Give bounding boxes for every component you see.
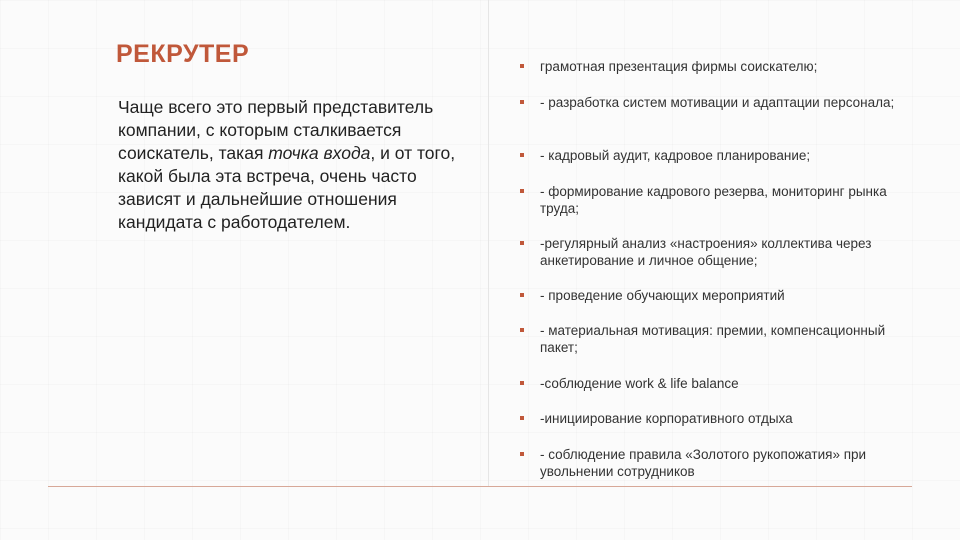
bullet-marker bbox=[520, 100, 524, 104]
bullet-item bbox=[520, 410, 793, 427]
lead-text-end: , и от того, какой была эта встреча, очень часто зависят и дальнейшие отношения кандидата с работодателем. bbox=[118, 143, 456, 232]
bullet-text: - проведение обучающих мероприятий bbox=[540, 288, 785, 303]
bullet-item bbox=[520, 287, 785, 304]
bullet-text: -инициирование корпоративного отдыха bbox=[540, 411, 793, 426]
bullet-text: - кадровый аудит, кадровое планирование; bbox=[540, 148, 811, 163]
bullet-item bbox=[520, 375, 739, 392]
bullet-marker bbox=[520, 328, 524, 332]
bullet-item bbox=[520, 235, 895, 269]
bullet-text: - материальная мотивация: премии, компенсационный пакет; bbox=[540, 323, 886, 355]
column-divider bbox=[488, 0, 489, 486]
bullet-marker bbox=[520, 416, 524, 420]
bottom-rule bbox=[48, 486, 912, 487]
bullet-marker bbox=[520, 293, 524, 297]
bullet-text: - формирование кадрового резерва, мониторинг рынка труда; bbox=[540, 184, 887, 216]
lead-paragraph bbox=[118, 96, 478, 234]
bullet-text: грамотная презентация фирмы соискателю; bbox=[540, 59, 818, 74]
bullet-text: -соблюдение work & life balance bbox=[540, 376, 739, 391]
bullet-marker bbox=[520, 452, 524, 456]
bullet-marker bbox=[520, 64, 524, 68]
bullet-text: - разработка систем мотивации и адаптации персонала; bbox=[540, 95, 895, 110]
bullet-item bbox=[520, 322, 895, 356]
bullet-marker bbox=[520, 241, 524, 245]
lead-emphasis: точка входа bbox=[268, 143, 371, 163]
bullet-item bbox=[520, 446, 895, 480]
bullet-text: -регулярный анализ «настроения» коллектива через анкетирование и личное общение; bbox=[540, 236, 872, 268]
bullet-item bbox=[520, 94, 894, 111]
bullet-item bbox=[520, 183, 895, 217]
bullet-text: - соблюдение правила «Золотого рукопожатия» при увольнении сотрудников bbox=[540, 447, 867, 479]
lead-text-start: Чаще всего это первый представитель компании, с которым сталкивается соискатель, такая bbox=[118, 97, 434, 163]
bullet-item bbox=[520, 147, 810, 164]
slide-title: РЕКРУТЕР bbox=[116, 40, 250, 68]
bullet-marker bbox=[520, 381, 524, 385]
bullet-marker bbox=[520, 153, 524, 157]
bullet-marker bbox=[520, 189, 524, 193]
bullet-item bbox=[520, 58, 817, 75]
